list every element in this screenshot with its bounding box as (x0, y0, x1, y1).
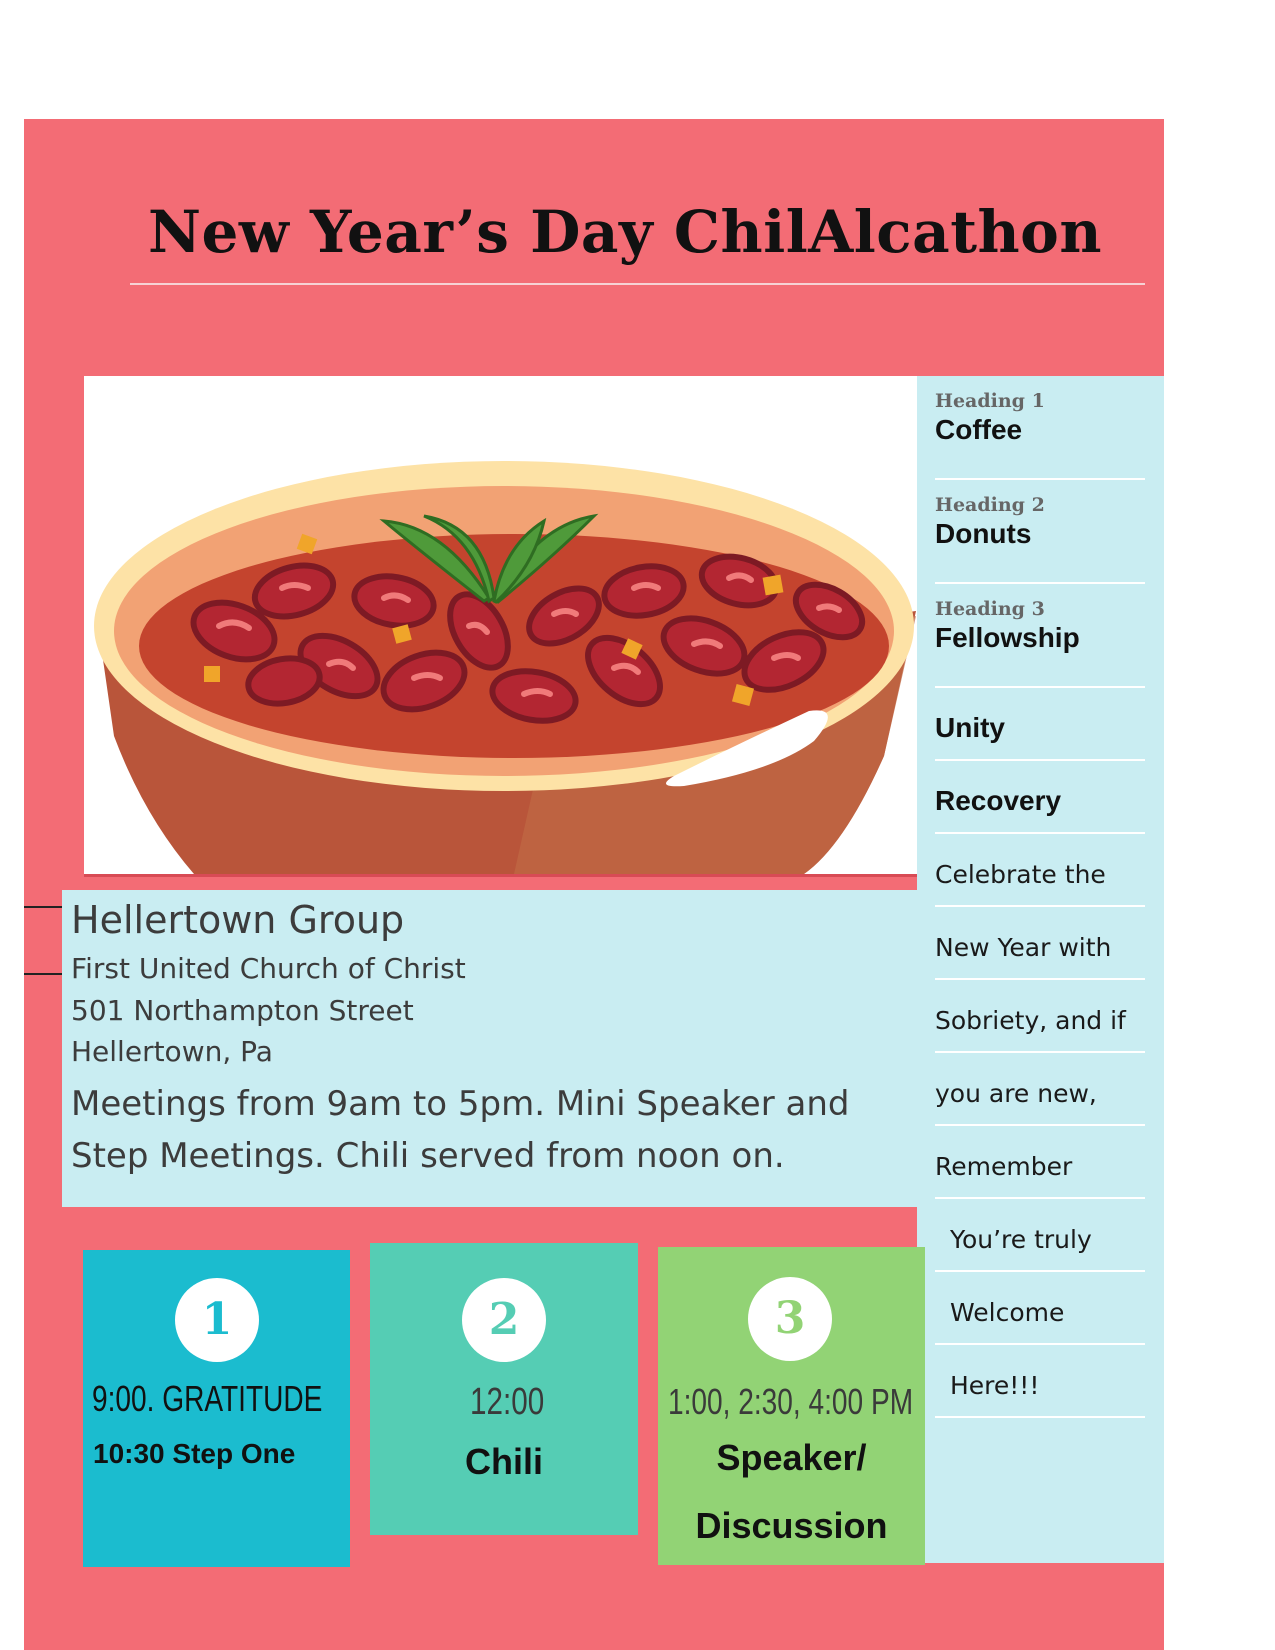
sidebar-item-recovery (935, 775, 1145, 834)
message-text: you are new, (935, 1079, 1097, 1108)
sidebar-message-line (935, 994, 1145, 1053)
step-time: 12:00 (470, 1381, 545, 1423)
sidebar-item-unity (935, 702, 1145, 761)
chili-bowl-illustration (84, 376, 917, 874)
page-title: New Year’s Day ChilAlcathon (147, 198, 1103, 266)
step-card-2 (370, 1243, 638, 1535)
step-activity: Chili (465, 1441, 543, 1482)
sidebar-item-label: Coffee (935, 414, 1023, 445)
message-text: Celebrate the (935, 860, 1106, 889)
meeting-info-panel (62, 890, 917, 1207)
sidebar-message-line (935, 848, 1145, 907)
street-address: 501 Northampton Street (71, 994, 414, 1027)
step-time: 1:00, 2:30, 4:00 PM (668, 1381, 914, 1422)
sidebar-message-line (935, 1286, 1145, 1345)
sidebar-item-heading: Heading 2 (935, 494, 1045, 516)
step-activity: 10:30 Step One (93, 1438, 296, 1469)
sidebar-item-fellowship (935, 598, 1145, 688)
step-time: 9:00. GRATITUDE (92, 1378, 323, 1419)
sidebar-item-label: Fellowship (935, 622, 1080, 653)
sidebar-item-heading: Heading 3 (935, 598, 1045, 620)
sidebar-message-line (935, 1359, 1145, 1418)
sidebar-item-label: Donuts (935, 518, 1032, 549)
church-name: First United Church of Christ (71, 952, 466, 985)
sidebar-item-heading: Heading 1 (935, 390, 1045, 412)
step-card-3 (658, 1247, 925, 1565)
sidebar-message-line (935, 1140, 1145, 1199)
step-activity: Speaker/ (716, 1437, 867, 1478)
message-text: New Year with (935, 933, 1112, 962)
message-text: You’re truly (950, 1225, 1092, 1254)
message-text: Remember (935, 1152, 1073, 1181)
step-card-1 (83, 1250, 350, 1567)
message-text: Sobriety, and if (935, 1006, 1126, 1035)
step-number-badge: 3 (748, 1277, 832, 1361)
sidebar-item-donuts (935, 494, 1145, 584)
title-divider (130, 283, 1145, 285)
step-number-badge: 2 (462, 1278, 546, 1362)
sidebar-item-label: Recovery (935, 785, 1062, 816)
message-text: Welcome (950, 1298, 1065, 1327)
group-name: Hellertown Group (71, 898, 405, 942)
left-margin-line (24, 906, 62, 908)
step-number-badge: 1 (175, 1278, 259, 1362)
chili-bowl-icon (84, 376, 917, 874)
sidebar-item-label: Unity (935, 712, 1005, 743)
sidebar-item-coffee (935, 390, 1145, 480)
step-activity: Discussion (695, 1505, 888, 1546)
town: Hellertown, Pa (71, 1035, 273, 1068)
meeting-description: Meetings from 9am to 5pm. Mini Speaker and Step Meetings. Chili served from noon on. (71, 1084, 850, 1176)
sidebar-message-line (935, 1067, 1145, 1126)
sidebar-panel (917, 376, 1164, 1563)
sidebar-message-line (935, 921, 1145, 980)
sidebar-message-line (935, 1213, 1145, 1272)
message-text: Here!!! (950, 1371, 1040, 1400)
left-margin-line (24, 973, 62, 975)
